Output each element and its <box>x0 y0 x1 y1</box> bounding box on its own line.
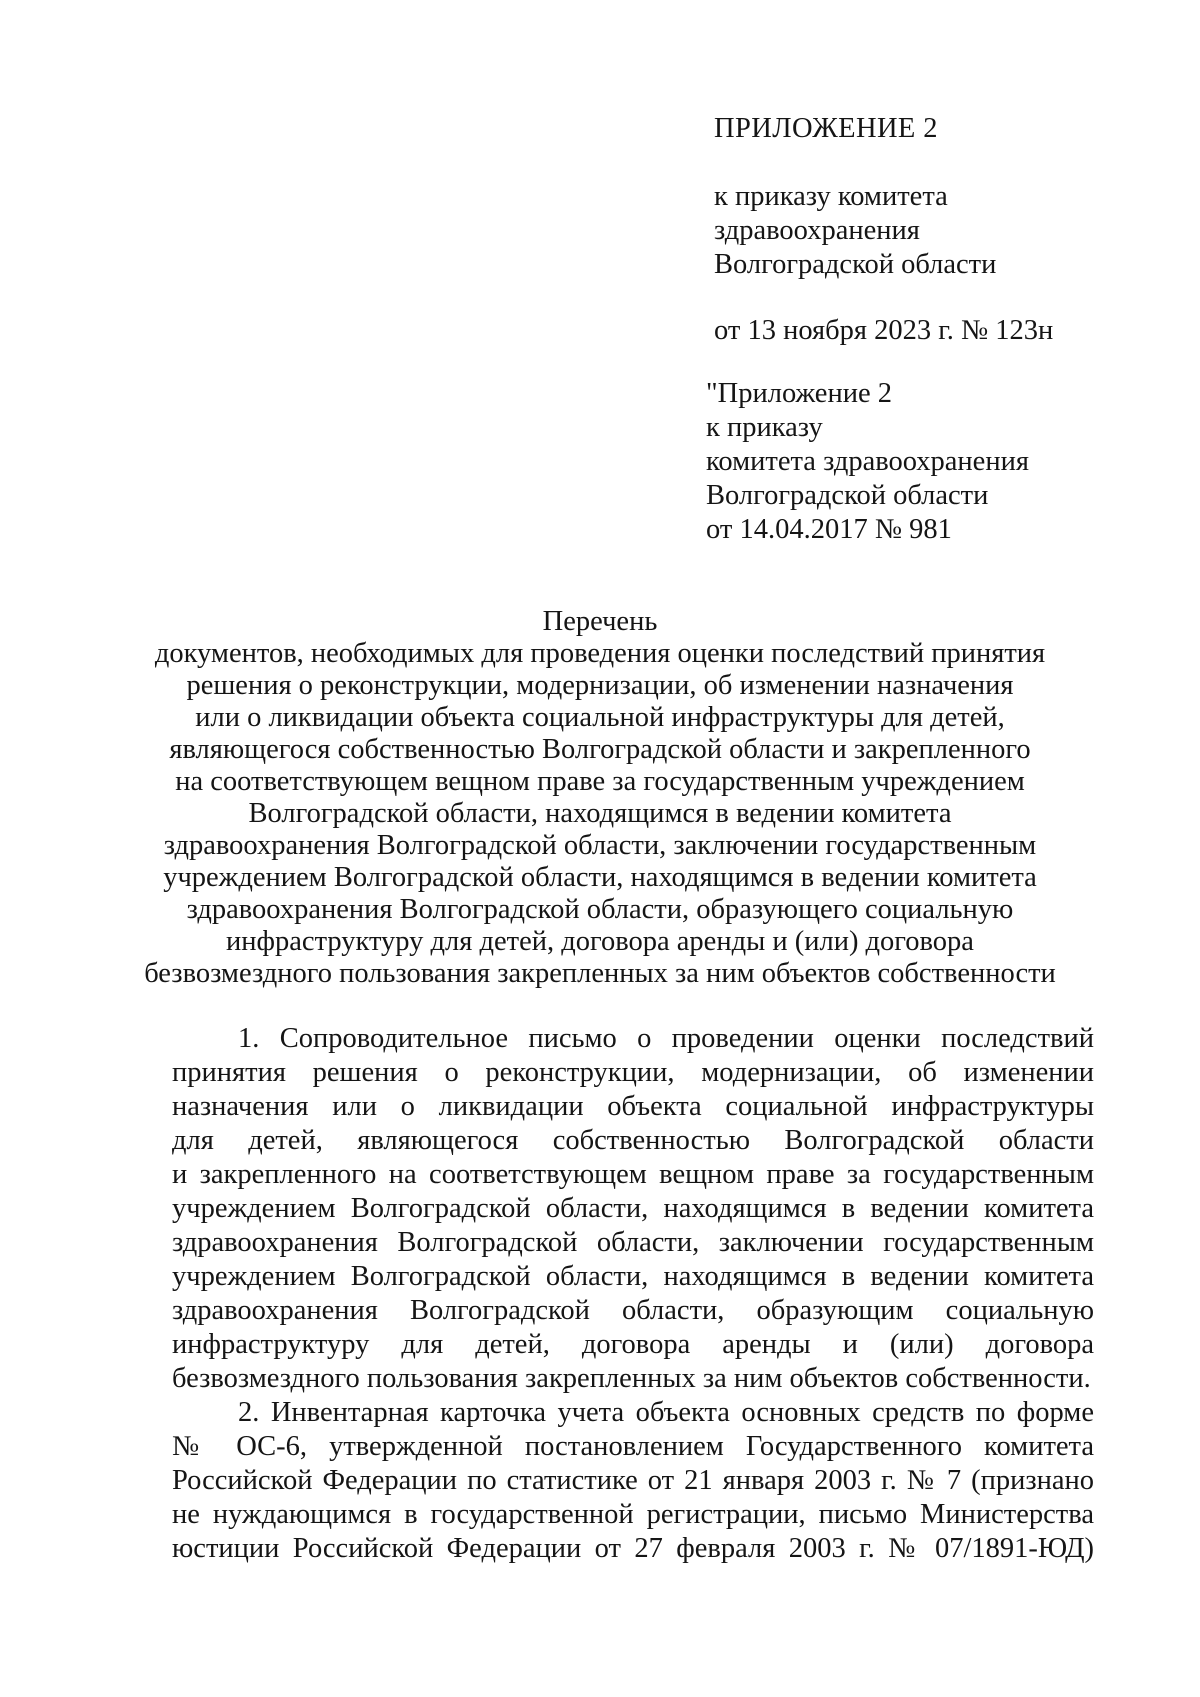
item-1-line: учреждением Волгоградской области, находящимся в ведении комитета <box>172 1261 1094 1292</box>
list-heading: Перечень <box>542 606 658 637</box>
title-line: здравоохранения Волгоградской области, заключении государственным <box>163 830 1037 861</box>
appendix-title: ПРИЛОЖЕНИЕ 2 <box>714 113 938 144</box>
title-line: Волгоградской области, находящимся в ведении комитета <box>248 798 952 829</box>
order-ref-line: здравоохранения <box>714 215 920 246</box>
quoted-ref-line: к приказу <box>706 412 823 443</box>
quoted-ref-line: комитета здравоохранения <box>706 446 1029 477</box>
title-line: учреждением Волгоградской области, находящимся в ведении комитета <box>163 862 1037 893</box>
title-line: инфраструктуру для детей, договора аренды и (или) договора <box>226 926 974 957</box>
item-1-line: безвозмездного пользования закрепленных за ним объектов собственности. <box>172 1363 1091 1394</box>
title-line: или о ликвидации объекта социальной инфраструктуры для детей, <box>195 702 1005 733</box>
item-1-line: инфраструктуру для детей, договора аренды и (или) договора <box>172 1329 1094 1360</box>
item-1-line: здравоохранения Волгоградской области, заключении государственным <box>172 1227 1094 1258</box>
item-2-line: Российской Федерации по статистике от 21 января 2003 г. № 7 (признано <box>172 1465 1094 1496</box>
title-line: на соответствующем вещном праве за государственным учреждением <box>175 766 1025 797</box>
order-date: от 13 ноября 2023 г. № 123н <box>714 315 1054 346</box>
quoted-ref-line: "Приложение 2 <box>706 378 892 409</box>
item-1-line: 1. Сопроводительное письмо о проведении оценки последствий <box>238 1023 1094 1054</box>
quoted-ref-line: Волгоградской области <box>706 480 989 511</box>
item-2-line: юстиции Российской Федерации от 27 февраля 2003 г. № 07/1891-ЮД) <box>172 1533 1094 1564</box>
item-1-line: здравоохранения Волгоградской области, образующим социальную <box>172 1295 1094 1326</box>
title-line: документов, необходимых для проведения оценки последствий принятия <box>154 638 1046 669</box>
item-1-line: назначения или о ликвидации объекта социальной инфраструктуры <box>172 1091 1094 1122</box>
item-2-line: не нуждающимся в государственной регистрации, письмо Министерства <box>172 1499 1094 1530</box>
title-line: решения о реконструкции, модернизации, об изменении назначения <box>186 670 1014 701</box>
title-line: здравоохранения Волгоградской области, образующего социальную <box>186 894 1014 925</box>
item-1-line: принятия решения о реконструкции, модернизации, об изменении <box>172 1057 1094 1088</box>
item-1-line: и закрепленного на соответствующем вещном праве за государственным <box>172 1159 1094 1190</box>
title-line: безвозмездного пользования закрепленных за ним объектов собственности <box>144 958 1056 989</box>
quoted-ref-line: от 14.04.2017 № 981 <box>706 514 952 545</box>
item-1-line: для детей, являющегося собственностью Волгоградской области <box>172 1125 1094 1156</box>
order-ref-line: к приказу комитета <box>714 181 948 212</box>
order-ref-line: Волгоградской области <box>714 249 997 280</box>
item-2-line: 2. Инвентарная карточка учета объекта основных средств по форме <box>238 1397 1094 1428</box>
title-line: являющегося собственностью Волгоградской области и закрепленного <box>169 734 1031 765</box>
item-1-line: учреждением Волгоградской области, находящимся в ведении комитета <box>172 1193 1094 1224</box>
item-2-line: № ОС-6, утвержденной постановлением Государственного комитета <box>172 1431 1094 1462</box>
